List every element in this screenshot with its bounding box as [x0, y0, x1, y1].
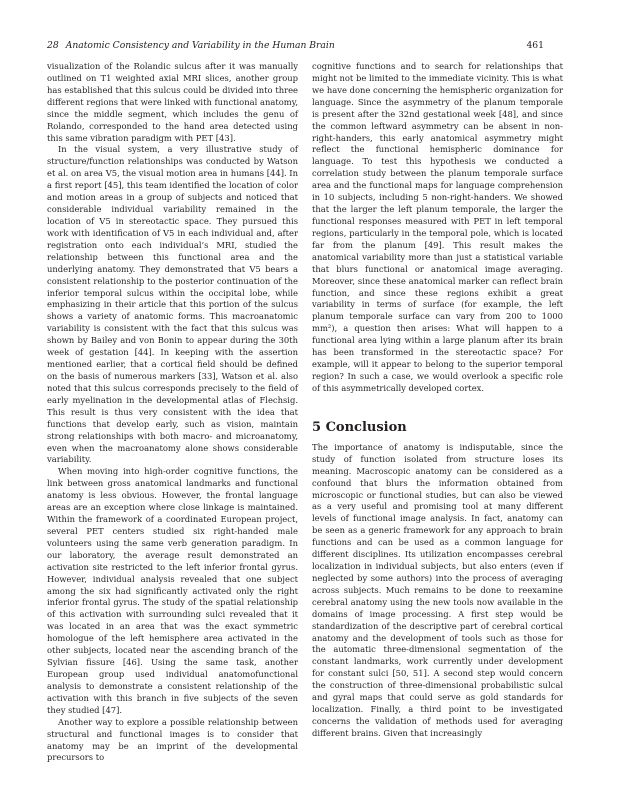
running-title: Anatomic Consistency and Variability in the Human Brain [65, 40, 335, 51]
right-paragraph-1: cognitive functions and to search for relationships that might not be limited to the immediate vicinity. This is what we have done concerning the hemispheric organization for language. Since the asymmetry of the planum temporale is present after the 32nd gestational week [48], and since the common leftward asymmetry can be absent in non-right-handers, this early anatomical asymmetry might reflect the functional hemispheric dominance for language. To test this hypothesis we conducted a correlation study between the planum temporale surface area and the functional maps for language comprehension in 10 subjects, including 5 non-right-handers. We showed that the larger the left planum temporale, the larger the functional responses measured with PET in left temporal regions, particularly in the temporal pole, which is located far from the planum [49]. This result makes the anatomical variability more than just a statistical variable that blurs functional or anatomical image averaging. Moreover, since these anatomical marker can reflect brain function, and since these regions exhibit a great variability in terms of surface (for example, the left planum temporale surface can vary from 200 to 1000 mm²), a question then arises: What will happen to a functional area lying within a large planum after its brain has been transformed in the stereotactic space? For example, will it appear to belong to the superior temporal region? In such a case, we would overlook a specific role of this asymmetrically developed cortex. [312, 61, 563, 393]
left-paragraph-4: Another way to explore a possible relationship between structural and functional images is to consider that anatomy may be an imprint of the developmental precursors to [47, 716, 298, 763]
right-paragraph-2: The importance of anatomy is indisputable, since the study of function isolated from structure loses its meaning. Macroscopic anatomy can be considered as a confound that blurs the information obtained from microscopic or functional studies, but can also be viewed as a very useful and promising tool at many different levels of functional image analysis. In fact, anatomy can be seen as a generic framework for any approach to brain functions and can be used as a common language for different disciplines. Its utilization encompasses cerebral localization in individual subjects, but also enters (even if neglected by some authors) into the process of averaging across subjects. Much remains to be done to reexamine cerebral anatomy using the new tools now available in the domains of image processing. A first step would be standardization of the descriptive part of cerebral cortical anatomy and the development of tools such as those for the automatic three-dimensional segmentation of the constant landmarks, work currently under development for constant sulci [50, 51]. A second step would concern the construction of three-dimensional probabilistic sulcal and gyral maps that could serve as gold standards for localization. Finally, a third point to be investigated concerns the validation of methods used for averaging different brains. Given that increasingly [312, 441, 563, 738]
left-paragraph-3: When moving into high-order cognitive functions, the link between gross anatomical landmarks and functional anatomy is less obvious. However, the frontal language areas are an exception where close linkage is maintained. Within the framework of a coordinated European project, several PET centers studied six right-handed male volunteers using the same verb generation paradigm. In our laboratory, the average result demonstrated an activation site restricted to the left inferior frontal gyrus. However, individual analysis revealed that one subject among the six had significantly activated only the right inferior frontal gyrus. The study of the spatial relationship of this activation with surrounding sulci revealed that it was located in an area that was the exact symmetric homologue of the left hemisphere area activated in the other subjects, located near the ascending branch of the Sylvian fissure [46]. Using the same task, another European group used individual anatomofunctional analysis to demonstrate a consistent relationship of the activation with this branch in five subjects of the seven they studied [47]. [47, 466, 298, 715]
left-paragraph-2: In the visual system, a very illustrative study of structure/function relationships was conducted by Watson et al. on area V5, the visual motion area in humans [44]. In a first report [45], this team identified the location of color and motion areas in a group of subjects and noticed that considerable individual variability remained in the location of V5 in stereotactic space. They pursued this work with identification of V5 in each individual and, after registration onto each individual’s MRI, studied the relationship between this functional area and the underlying anatomy. They demonstrated that V5 bears a consistent relationship to the posterior continuation of the inferior temporal sulcus within the occipital lobe, while emphasizing in their article that this portion of the sulcus shows a variety of anatomic forms. This macroanatomic variability is consistent with the fact that this sulcus was shown by Bailey and von Bonin to appear during the 30th week of gestation [44]. In keeping with the assertion mentioned earlier, that a cortical field should be defined on the basis of numerous markers [33], Watson et al. also noted that this sulcus corresponds precisely to the field of early myelination in the developmental atlas of Flechsig. This result is thus very consistent with the idea that functions that develop early, such as vision, maintain strong relationships with both macro- and microanatomy, even when the macroanatomy alone shows considerable variability. [47, 144, 298, 465]
running-header [47, 40, 544, 54]
page-number-left: 28 [47, 40, 59, 51]
left-column [47, 61, 298, 764]
left-paragraph-1: visualization of the Rolandic sulcus after it was manually outlined on T1 weighted axial MRI slices, another group has established that this sulcus could be divided into three different regions that were linked with functional anatomy, since the middle segment, which includes the genu of Rolando, corresponded to the hand area detected using this same vibration paradigm with PET [43]. [47, 61, 298, 143]
section-heading: 5 Conclusion [312, 419, 407, 435]
right-column [312, 61, 563, 740]
page-number-right: 461 [526, 40, 544, 51]
